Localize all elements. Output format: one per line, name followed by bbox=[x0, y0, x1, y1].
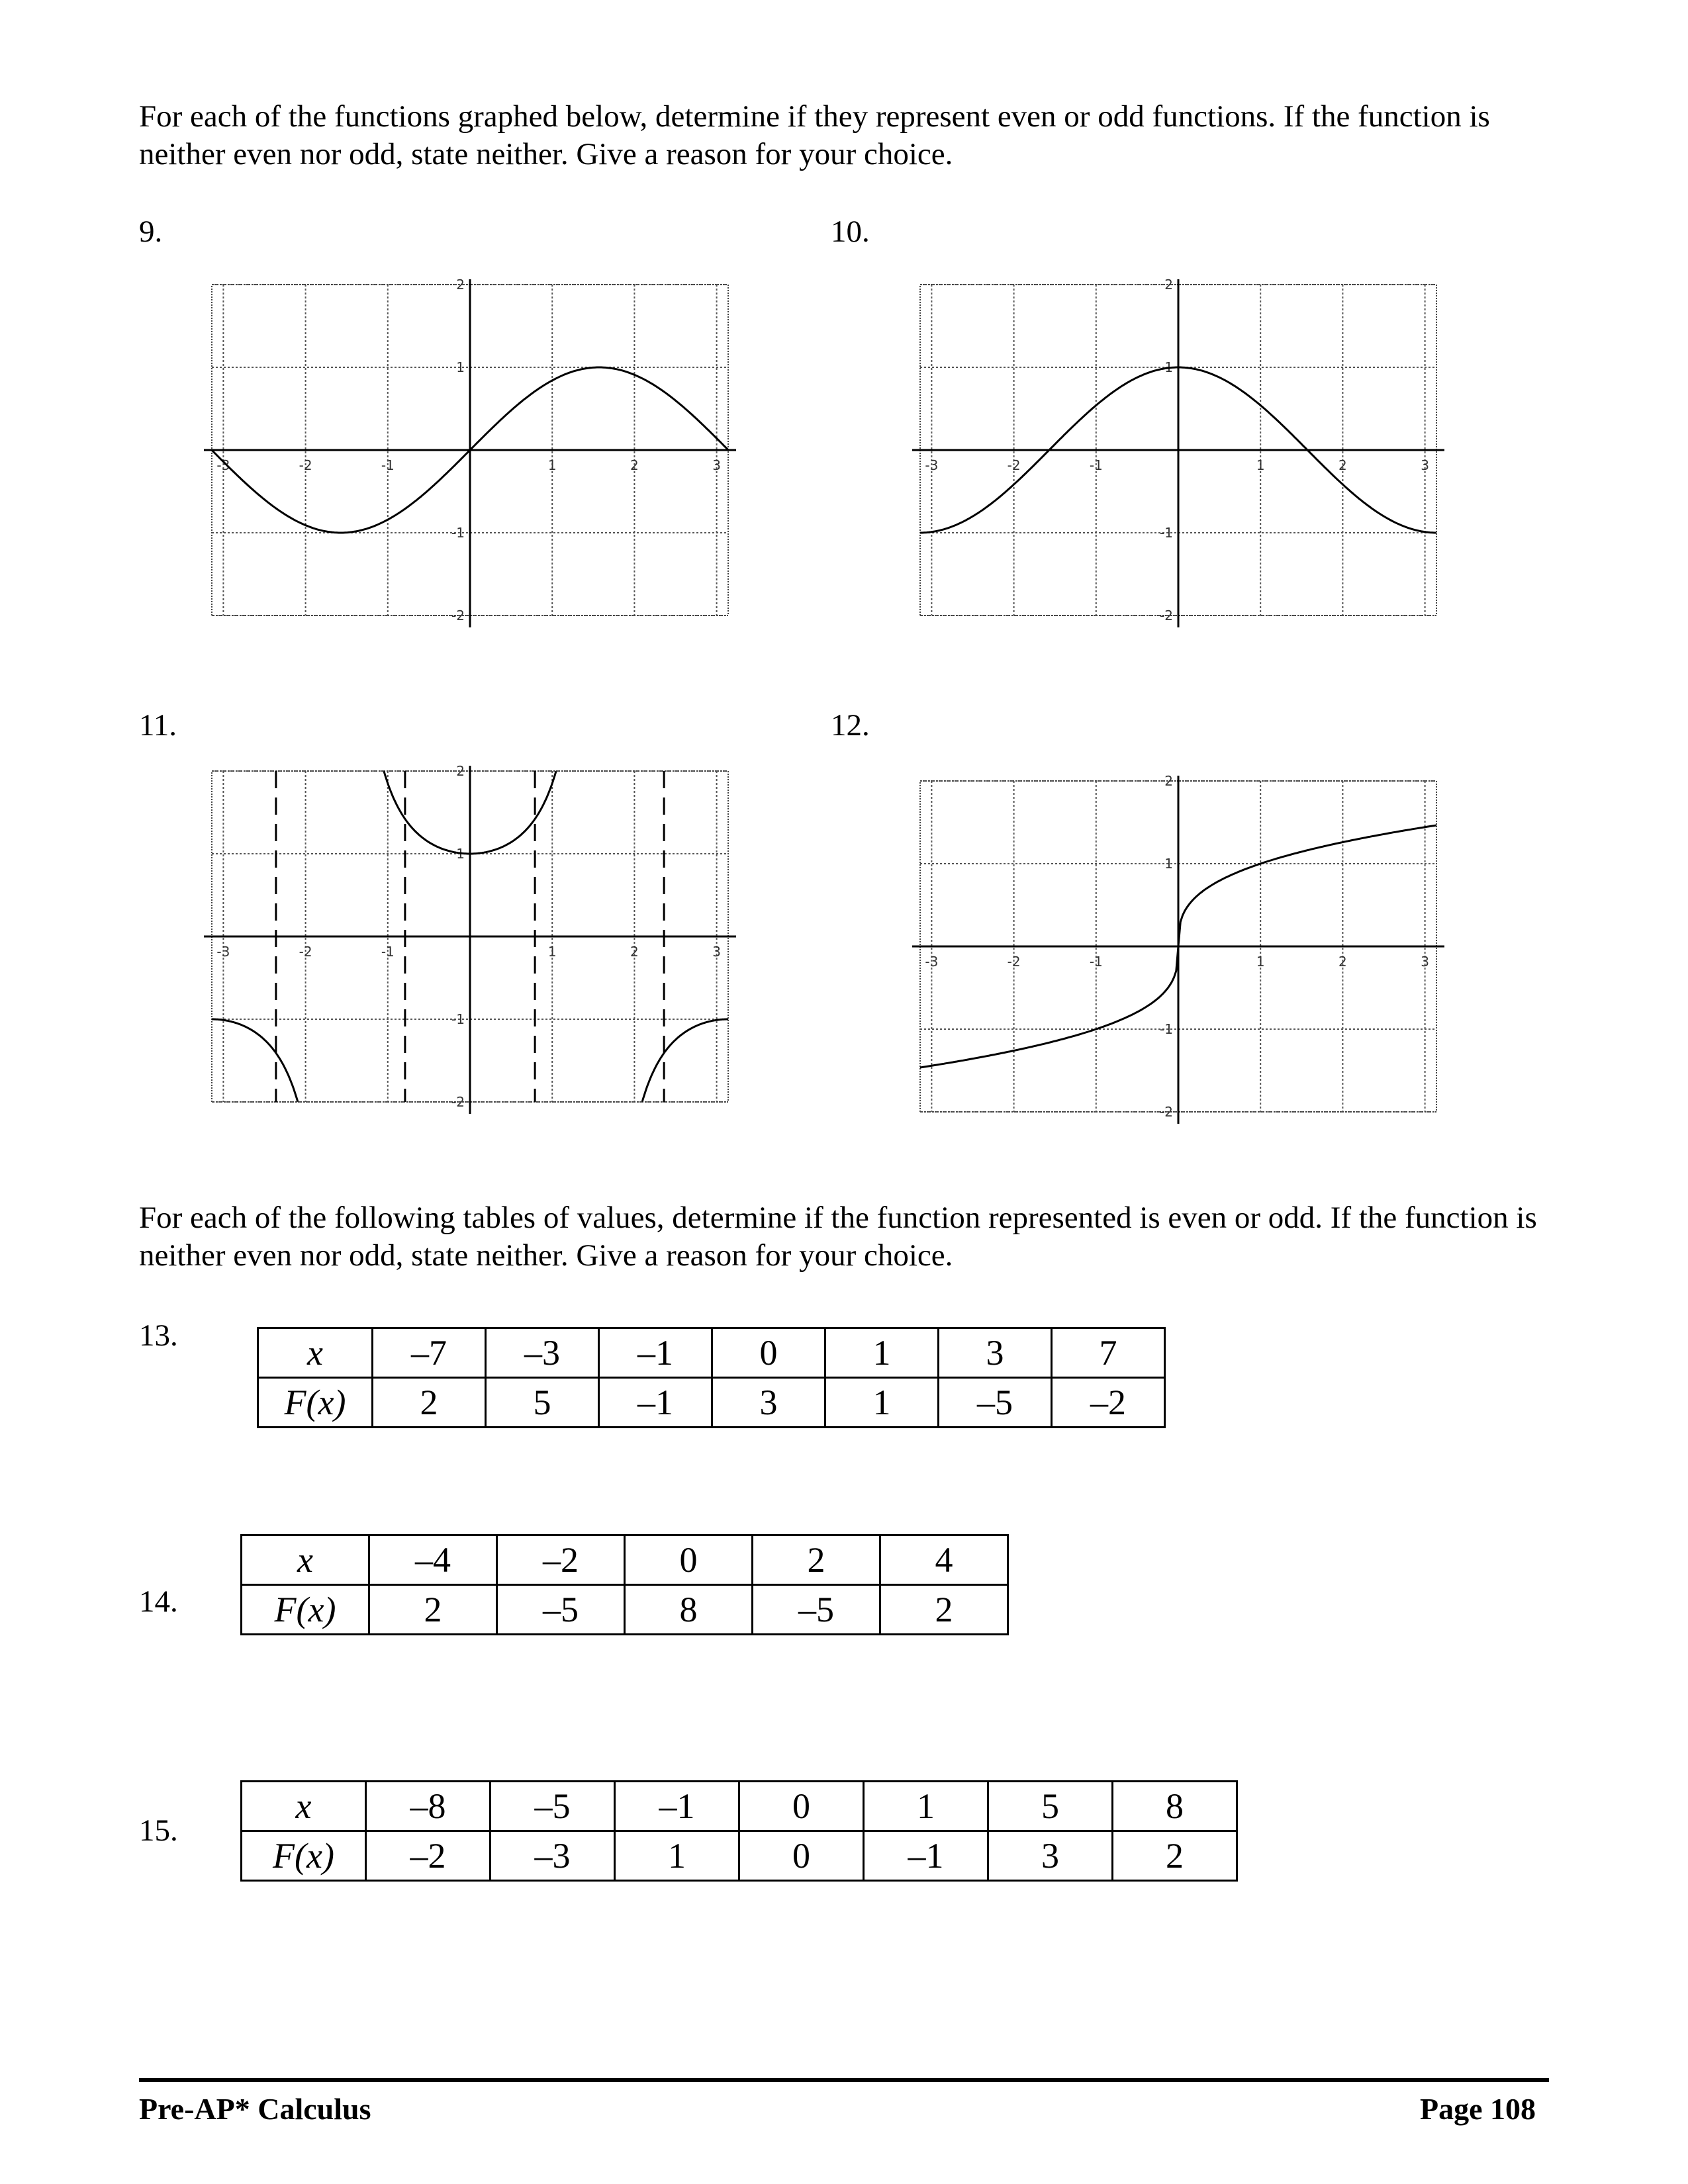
x-value-cell: 3 bbox=[939, 1328, 1052, 1378]
x-tick-label: -1 bbox=[381, 457, 395, 473]
fx-value-cell: 1 bbox=[825, 1378, 939, 1428]
question-number-10: 10. bbox=[831, 214, 870, 249]
fx-value-cell: –1 bbox=[599, 1378, 712, 1428]
y-tick-label: -1 bbox=[451, 1011, 465, 1027]
x-tick-label: -2 bbox=[299, 944, 312, 960]
y-tick-label: 1 bbox=[1164, 856, 1173, 872]
x-value-cell: –8 bbox=[366, 1782, 491, 1831]
graph-instructions: For each of the functions graphed below, determine if they represent even or odd functions. If the function is neither even nor odd, state neither. Give a reason for your choice. bbox=[139, 99, 1490, 171]
x-tick-label: -1 bbox=[1089, 457, 1103, 473]
x-tick-label: 3 bbox=[712, 457, 721, 473]
x-value-cell: 0 bbox=[739, 1782, 864, 1831]
graph-12-cube-root bbox=[907, 764, 1450, 1135]
x-tick-label: 1 bbox=[547, 944, 557, 960]
x-value-cell: 7 bbox=[1052, 1328, 1165, 1378]
y-tick-label: 2 bbox=[456, 763, 465, 779]
y-tick-label: -1 bbox=[451, 525, 465, 541]
x-tick-label: -3 bbox=[216, 457, 230, 473]
x-value-cell: –3 bbox=[486, 1328, 599, 1378]
footer-page-number: Page 108 bbox=[1419, 2092, 1536, 2126]
x-tick-label: 2 bbox=[630, 457, 639, 473]
x-value-cell: 5 bbox=[988, 1782, 1113, 1831]
x-header-cell: x bbox=[242, 1535, 369, 1585]
fx-value-cell: –2 bbox=[366, 1831, 491, 1881]
fx-value-cell: 0 bbox=[739, 1831, 864, 1881]
fx-value-cell: 2 bbox=[1113, 1831, 1237, 1881]
fx-value-cell: 2 bbox=[369, 1585, 497, 1635]
x-value-cell: 1 bbox=[825, 1328, 939, 1378]
x-value-cell: 4 bbox=[880, 1535, 1008, 1585]
y-tick-label: 2 bbox=[1164, 277, 1173, 293]
x-tick-label: -2 bbox=[1007, 954, 1021, 970]
x-tick-label: 2 bbox=[1338, 457, 1347, 473]
fx-header-cell: F(x) bbox=[258, 1378, 373, 1428]
table-instructions: For each of the following tables of values, determine if the function represented is even or odd. If the function is neither even nor odd, state neither. Give a reason for your choice. bbox=[139, 1201, 1537, 1273]
question-number-15: 15. bbox=[139, 1813, 178, 1848]
x-header-cell: x bbox=[258, 1328, 373, 1378]
values-table-13 bbox=[257, 1327, 1166, 1428]
question-number-13: 13. bbox=[139, 1318, 178, 1353]
x-tick-label: -2 bbox=[299, 457, 312, 473]
y-tick-label: 1 bbox=[456, 846, 465, 862]
fx-value-cell: 1 bbox=[615, 1831, 739, 1881]
table-row-f bbox=[258, 1378, 1165, 1428]
question-number-11: 11. bbox=[139, 708, 177, 743]
footer-course-title: Pre-AP* Calculus bbox=[139, 2092, 371, 2126]
y-tick-label: -1 bbox=[1160, 1021, 1173, 1037]
x-tick-label: 3 bbox=[712, 944, 721, 960]
x-tick-label: -2 bbox=[1007, 457, 1021, 473]
fx-value-cell: –3 bbox=[491, 1831, 615, 1881]
y-tick-label: 2 bbox=[1164, 773, 1173, 789]
x-value-cell: 0 bbox=[625, 1535, 753, 1585]
values-table-15 bbox=[240, 1780, 1238, 1882]
table-row-x bbox=[258, 1328, 1165, 1378]
graph-9-sine bbox=[199, 268, 741, 639]
y-tick-label: -1 bbox=[1160, 525, 1173, 541]
y-tick-label: -2 bbox=[1160, 608, 1173, 623]
fx-value-cell: 3 bbox=[712, 1378, 825, 1428]
y-tick-label: 1 bbox=[456, 359, 465, 375]
x-tick-label: 2 bbox=[1338, 954, 1347, 970]
table-row-f bbox=[242, 1585, 1008, 1635]
x-value-cell: –5 bbox=[491, 1782, 615, 1831]
fx-value-cell: 3 bbox=[988, 1831, 1113, 1881]
graph-10-cosine bbox=[907, 268, 1450, 639]
y-tick-label: -2 bbox=[451, 1094, 465, 1110]
x-value-cell: –1 bbox=[599, 1328, 712, 1378]
footer-rule bbox=[139, 2078, 1549, 2082]
y-tick-label: 2 bbox=[456, 277, 465, 293]
table-row-f bbox=[242, 1831, 1237, 1881]
y-tick-label: -2 bbox=[1160, 1104, 1173, 1120]
x-tick-label: 2 bbox=[630, 944, 639, 960]
fx-header-cell: F(x) bbox=[242, 1585, 369, 1635]
y-tick-label: 1 bbox=[1164, 359, 1173, 375]
question-number-9: 9. bbox=[139, 214, 163, 249]
function-curve bbox=[642, 1019, 728, 1102]
values-table-14 bbox=[240, 1534, 1009, 1635]
fx-value-cell: –2 bbox=[1052, 1378, 1165, 1428]
fx-header-cell: F(x) bbox=[242, 1831, 366, 1881]
x-tick-label: -1 bbox=[1089, 954, 1103, 970]
x-value-cell: 1 bbox=[864, 1782, 988, 1831]
question-number-14: 14. bbox=[139, 1584, 178, 1619]
function-curve bbox=[212, 1019, 298, 1102]
x-value-cell: –4 bbox=[369, 1535, 497, 1585]
x-value-cell: –2 bbox=[497, 1535, 625, 1585]
x-value-cell: –7 bbox=[373, 1328, 486, 1378]
y-tick-label: -2 bbox=[451, 608, 465, 623]
x-value-cell: 2 bbox=[753, 1535, 880, 1585]
x-value-cell: 8 bbox=[1113, 1782, 1237, 1831]
fx-value-cell: –5 bbox=[753, 1585, 880, 1635]
fx-value-cell: 2 bbox=[880, 1585, 1008, 1635]
fx-value-cell: 2 bbox=[373, 1378, 486, 1428]
x-tick-label: 3 bbox=[1421, 457, 1429, 473]
x-tick-label: 1 bbox=[1256, 954, 1265, 970]
x-value-cell: –1 bbox=[615, 1782, 739, 1831]
x-header-cell: x bbox=[242, 1782, 366, 1831]
graph-11-secant bbox=[199, 754, 741, 1125]
x-tick-label: -3 bbox=[925, 954, 939, 970]
table-row-x bbox=[242, 1782, 1237, 1831]
table-row-x bbox=[242, 1535, 1008, 1585]
fx-value-cell: –1 bbox=[864, 1831, 988, 1881]
question-number-12: 12. bbox=[831, 708, 870, 743]
fx-value-cell: –5 bbox=[939, 1378, 1052, 1428]
x-tick-label: -3 bbox=[216, 944, 230, 960]
fx-value-cell: 5 bbox=[486, 1378, 599, 1428]
x-tick-label: -1 bbox=[381, 944, 395, 960]
x-value-cell: 0 bbox=[712, 1328, 825, 1378]
fx-value-cell: –5 bbox=[497, 1585, 625, 1635]
x-tick-label: 3 bbox=[1421, 954, 1429, 970]
fx-value-cell: 8 bbox=[625, 1585, 753, 1635]
x-tick-label: 1 bbox=[1256, 457, 1265, 473]
x-tick-label: -3 bbox=[925, 457, 939, 473]
x-tick-label: 1 bbox=[547, 457, 557, 473]
